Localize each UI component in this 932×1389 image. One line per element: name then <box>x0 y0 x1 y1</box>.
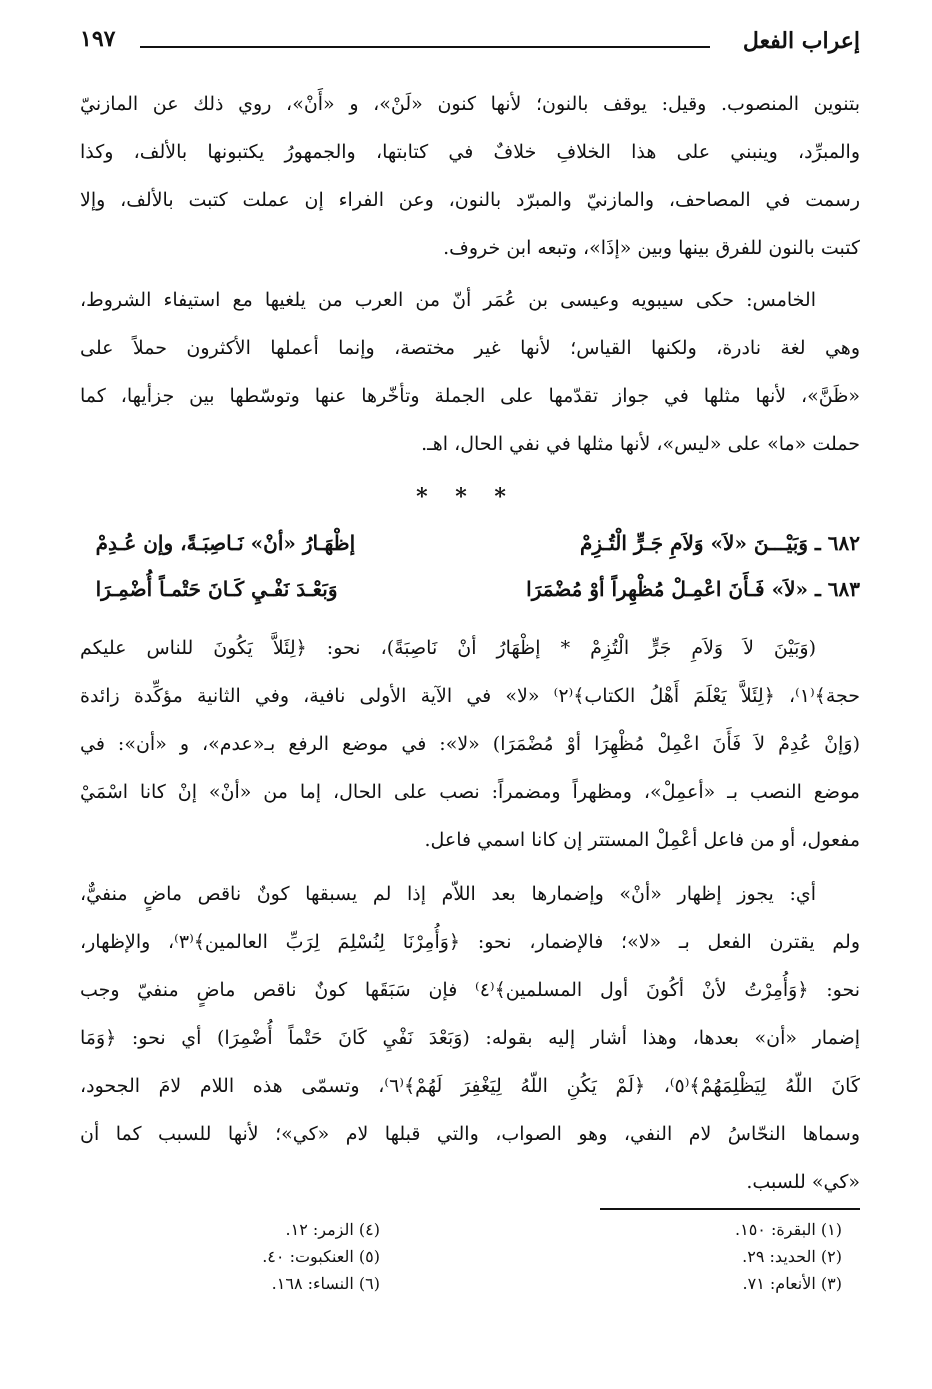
text-line: كَانَ اللّهُ لِيَظْلِمَهُمْ﴾⁽٥⁾، ﴿لَمْ يَكُنِ اللّهُ لِيَغْفِرَ لَهُمْ﴾⁽٦⁾، وتسمّى هذه اللام لامَ الجحود، <box>80 1075 860 1097</box>
text-line: بتنوين المنصوب. وقيل: يوقف بالنون؛ لأنها كنون «لَنْ»، و «أَنْ»، روي ذلك عن المازنيّ <box>80 93 860 115</box>
text-line: (وَبَيْنَ لاَ وَلاَمِ جَرٍّ الْتُزِمْ * إظْهَارُ أنْ نَاصِبَةً)، نحو: ﴿لِئَلاَّ يَكُونَ للناس عليكم <box>80 637 816 659</box>
paragraph-2 <box>80 276 860 468</box>
paragraph-4 <box>80 870 860 1206</box>
text-line: «كي» للسبب. <box>746 1171 860 1193</box>
paragraph-3 <box>80 624 860 864</box>
header-rule <box>140 46 710 48</box>
text-line: إضمار «أن» بعدها، وهذا أشار إليه بقوله: (وَبَعْدَ نَفْيِ كَانَ حَتْماً أُضْمِرَا) أي نحو: ﴿وَمَا <box>80 1027 860 1049</box>
footnotes-right-column <box>542 1216 842 1297</box>
footnote: (٣) الأنعام: ٧١. <box>742 1274 842 1293</box>
paragraph-1 <box>80 80 860 272</box>
text-line: نحو: ﴿وَأُمِرْتُ لأنْ أكُونَ أول المسلمين﴾⁽٤⁾ فإن سَبَقَها كونٌ ناقص ماضٍ منفيّ وجب <box>80 979 860 1001</box>
footnote: (٤) الزمر: ١٢. <box>285 1220 380 1239</box>
verse-first-hemistich: ٦٨٣ ـ «لاَ» فَـأَنَ اعْمِـلْ مُظْهِراً أوْ مُضْمَرَا <box>526 577 860 601</box>
text-line: كتبت بالنون للفرق بينها وبين «إذَا»، وتبعه ابن خروف. <box>443 237 860 259</box>
text-line: (وَإنْ عُدِمْ لاَ فَأَنَ اعْمِلْ مُظْهِرَا أوْ مُضْمَرَا) «لا»: في موضع الرفع بـ«عدم»، و «أن»: في <box>80 733 860 755</box>
footnote: (٢) الحديد: ٢٩. <box>742 1247 842 1266</box>
page-header <box>80 22 860 62</box>
verse-683 <box>80 566 860 612</box>
text-line: الخامس: حكى سيبويه وعيسى بن عُمَر أنّ من العرب من يلغيها مع استيفاء الشروط، <box>80 289 816 311</box>
section-separator: * * * <box>416 484 516 510</box>
text-line: مفعول، أو من فاعل أعْمِلْ المستتر إن كانا اسمي فاعل. <box>424 829 860 851</box>
footnotes-left-column <box>80 1216 380 1297</box>
verse-second-hemistich: إظْهَـارُ «أنْ» نَـاصِبَـةً، وإن عُـدِمْ <box>95 531 356 555</box>
verse-second-hemistich: وَبَعْـدَ نَفْـيِ كَـانَ حَتْمـاً أُضْمِـرَا <box>95 577 338 601</box>
text-line: أي: يجوز إظهار «أنْ» وإضمارها بعد اللاّم إذا لم يسبقها كونٌ ناقص ماضٍ منفيٌّ، <box>80 883 816 905</box>
footnote: (٥) العنكبوت: ٤٠. <box>262 1247 380 1266</box>
text-line: وسماها النحّاسُ لام النفي، وهو الصواب، والتي قبلها لام «كي»؛ لأنها للسبب كما أن <box>80 1123 860 1145</box>
text-line: رسمت في المصاحف، والمازنيّ والمبرّد بالنون، وعن الفراء إن عملت كتبت بالألف، وإلا <box>80 189 860 211</box>
text-line: والمبرِّد، وينبني على هذا الخلافِ خلافٌ في كتابتها، والجمهورُ يكتبونها بالألف، وكذا <box>80 141 860 163</box>
text-line: ولم يقترن الفعل بـ «لا»؛ فالإضمار، نحو: ﴿وَأُمِرْنَا لِنُسْلِمَ لِرَبِّ العالمين﴾⁽٣⁾، والإظهار، <box>80 931 860 953</box>
footnote: (١) البقرة: ١٥٠. <box>735 1220 842 1239</box>
page-number: ١٩٧ <box>80 26 116 52</box>
text-line: وهي لغة نادرة، ولكنها القياس؛ لأنها غير مختصة، وإنما أعملها الأكثرون حملاً على <box>80 337 860 359</box>
verse-first-hemistich: ٦٨٢ ـ وَبَيْـــنَ «لاَ» وَلاَمِ جَـرٍّ الْتُـزِمْ <box>579 531 860 555</box>
chapter-title: إعراب الفعل <box>742 28 860 54</box>
footnote-rule <box>600 1208 860 1210</box>
verse-block <box>80 520 860 612</box>
text-line: موضع النصب بـ «أعمِلْ»، ومظهراً ومضمراً: نصب على الحال، إما من «أنْ» إنْ كانا اسْمَيْ <box>80 781 860 803</box>
verse-682 <box>80 520 860 566</box>
text-line: حجة﴾⁽١⁾، ﴿لِئَلاَّ يَعْلَمَ أَهْلُ الكتاب﴾⁽٢⁾ «لا» في الآية الأولى نافية، وفي الثانية مؤكِّدة زائدة <box>80 685 860 707</box>
text-line: «ظَنَّ»، لأنها مثلها في جواز تقدّمها على الجملة وتأخّرها عنها وتوسّطها بين جزأيها، كما <box>80 385 860 407</box>
text-line: حملت «ما» على «ليس»، لأنها مثلها في نفي الحال، اهـ. <box>421 433 860 455</box>
footnote: (٦) النساء: ١٦٨. <box>271 1274 380 1293</box>
